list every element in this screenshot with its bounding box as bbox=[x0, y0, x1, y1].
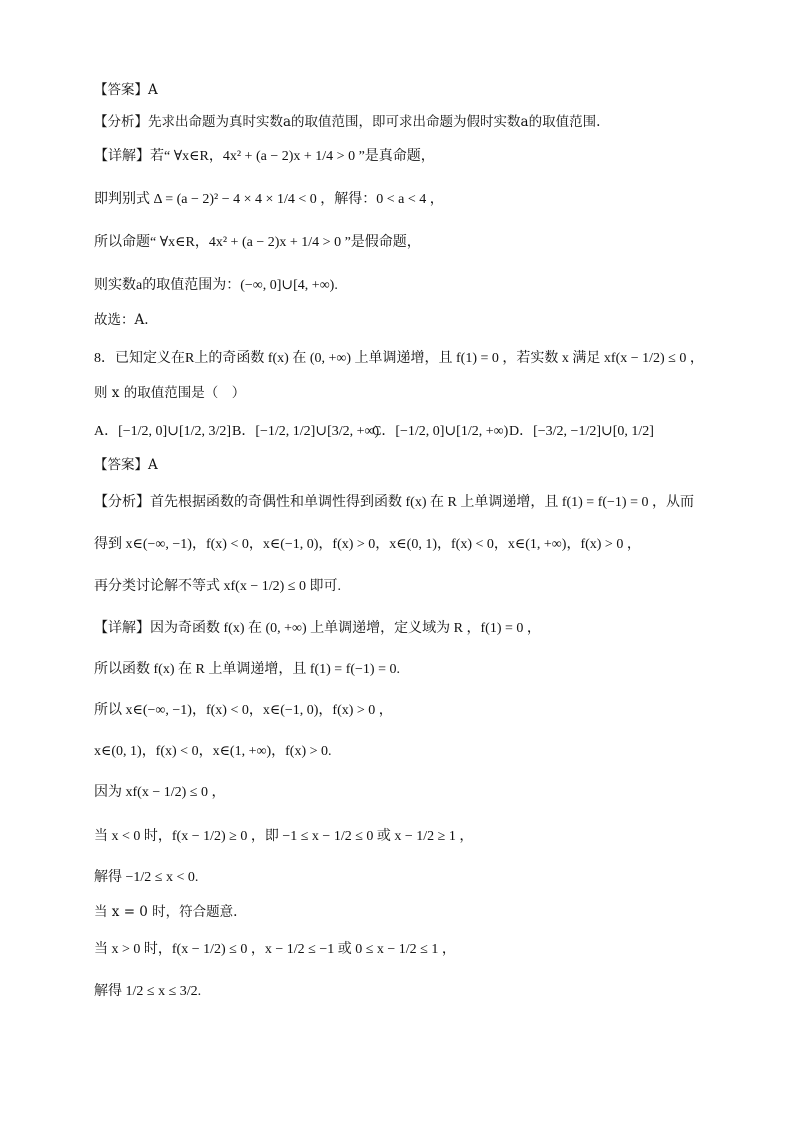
q8-analysis-line-2: 得到 x∈(−∞, −1)，f(x) < 0，x∈(−1, 0)，f(x) > 0，x∈(0, 1)，f(x) < 0，x∈(1, +∞)，f(x) > 0 ， bbox=[94, 537, 641, 552]
q8-detail-line-6: 当 x < 0 时，f(x − 1/2) ≥ 0 ，即 −1 ≤ x − 1/2 ≤ 0 或 x − 1/2 ≥ 1 ， bbox=[94, 829, 474, 844]
q8-detail-line-5: 因为 xf(x − 1/2) ≤ 0 ， bbox=[94, 785, 226, 800]
q8-option-d: D．[−3/2, −1/2]∪[0, 1/2] bbox=[509, 424, 654, 439]
q7-conclusion: 故选：A. bbox=[94, 312, 149, 328]
q8-detail-line-9: 当 x > 0 时，f(x − 1/2) ≤ 0 ，x − 1/2 ≤ −1 或 0 ≤ x − 1/2 ≤ 1 ， bbox=[94, 942, 456, 957]
q8-detail-line-4: x∈(0, 1)，f(x) < 0，x∈(1, +∞)，f(x) > 0. bbox=[94, 744, 332, 759]
q8-answer: 【答案】A bbox=[94, 457, 158, 473]
q8-detail-line-10: 解得 1/2 ≤ x ≤ 3/2. bbox=[94, 984, 202, 999]
q7-detail-line-2: 即判别式 Δ = (a − 2)² − 4 × 4 × 1/4 < 0 ，解得：0 < a < 4 ， bbox=[94, 192, 444, 207]
q8-detail-line-8: 当 x = 0 时，符合题意. bbox=[94, 904, 238, 920]
q8-option-c: C．[−1/2, 0]∪[1/2, +∞) bbox=[372, 424, 509, 439]
q8-stem-line-1: 8．已知定义在R上的奇函数 f(x) 在 (0, +∞) 上单调递增，且 f(1) = 0 ，若实数 x 满足 xf(x − 1/2) ≤ 0 ， bbox=[94, 351, 704, 366]
q8-detail-line-1: 【详解】因为奇函数 f(x) 在 (0, +∞) 上单调递增，定义域为 R ，f(1) = 0 ， bbox=[94, 621, 541, 636]
q8-option-b: B．[−1/2, 1/2]∪[3/2, +∞) bbox=[232, 424, 380, 439]
q8-analysis-line-3: 再分类讨论解不等式 xf(x − 1/2) ≤ 0 即可. bbox=[94, 579, 341, 594]
q8-detail-line-3: 所以 x∈(−∞, −1)，f(x) < 0，x∈(−1, 0)，f(x) > 0 ， bbox=[94, 703, 393, 718]
q8-detail-line-7: 解得 −1/2 ≤ x < 0. bbox=[94, 870, 199, 885]
q7-detail-line-4: 则实数a的取值范围为：(−∞, 0]∪[4, +∞). bbox=[94, 278, 338, 293]
q7-answer: 【答案】A bbox=[94, 82, 158, 98]
q7-detail-line-3: 所以命题“ ∀x∈R，4x² + (a − 2)x + 1/4 > 0 ”是假命题， bbox=[94, 235, 421, 250]
q8-option-a: A．[−1/2, 0]∪[1/2, 3/2] bbox=[94, 424, 232, 439]
q8-analysis-line-1: 【分析】首先根据函数的奇偶性和单调性得到函数 f(x) 在 R 上单调递增，且 f(1) = f(−1) = 0 ，从而 bbox=[94, 495, 694, 510]
q8-detail-line-2: 所以函数 f(x) 在 R 上单调递增，且 f(1) = f(−1) = 0. bbox=[94, 662, 400, 677]
q7-detail-line-1: 【详解】若“ ∀x∈R，4x² + (a − 2)x + 1/4 > 0 ”是真命题， bbox=[94, 149, 435, 164]
q7-analysis: 【分析】先求出命题为真时实数a的取值范围，即可求出命题为假时实数a的取值范围. bbox=[94, 114, 601, 130]
q8-stem-line-2: 则 x 的取值范围是（ ） bbox=[94, 385, 246, 401]
